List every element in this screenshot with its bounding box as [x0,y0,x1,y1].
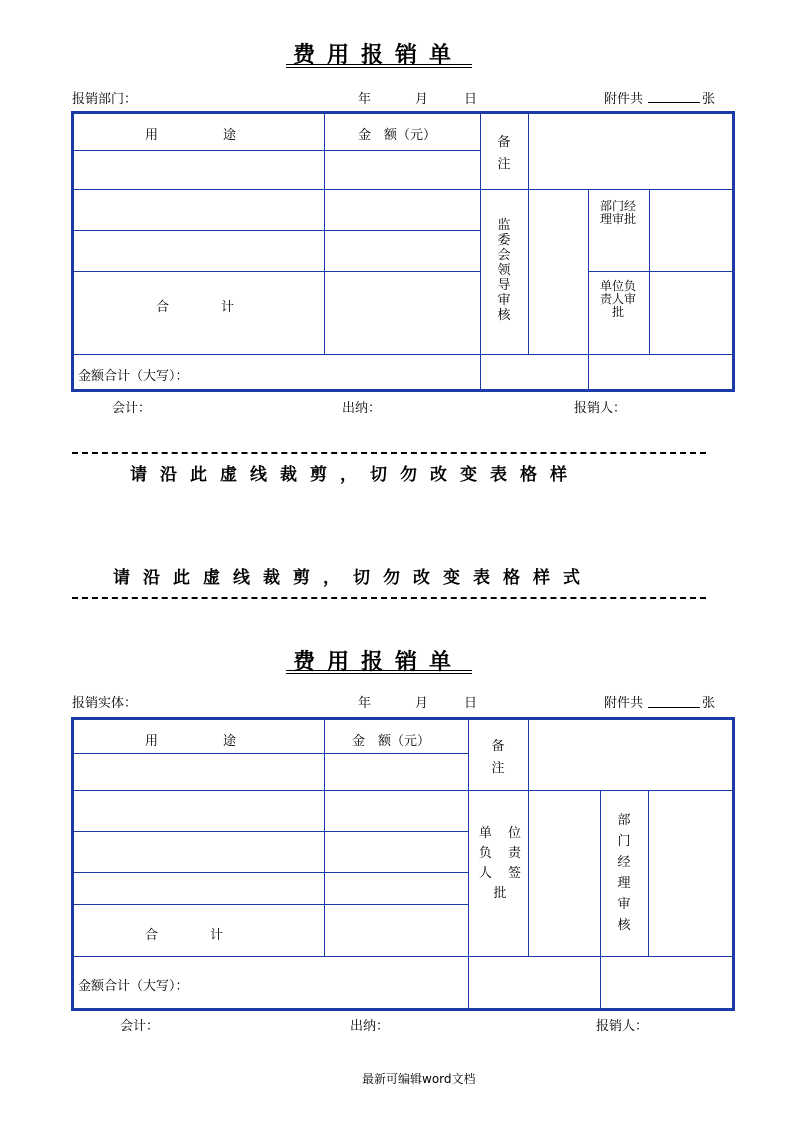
title-underline [286,67,472,68]
grid-line [74,872,468,873]
dept-manager-review-label: 部门经理审核 [617,813,631,933]
date-day: 日 [464,696,478,711]
grid-line [74,271,480,272]
amount-in-words-label: 金额合计（大写）： [78,979,189,994]
cut-dashed-line [72,452,706,454]
grid-line [74,956,732,957]
grid-line [74,831,468,832]
grid-line [649,189,650,354]
grid-line [528,114,529,190]
claimant-label: 报销人： [596,1019,649,1034]
grid-line [528,720,529,956]
grid-line [480,114,481,389]
total-label: 合 计 [145,928,224,943]
form1-table [71,111,735,392]
grid-line [74,189,732,190]
grid-line [324,114,325,354]
attach-count-field[interactable] [648,707,700,708]
grid-line [588,189,589,389]
cashier-label: 出纳： [342,401,382,416]
cut-dashed-line [72,597,706,599]
grid-line [74,150,480,151]
col-amount: 金 额（元） [352,734,431,749]
unit-head-approval-label: 单位负责人审批 [599,279,636,319]
cut-instruction: 请沿此虚线裁剪，切勿改变表格样式 [113,568,593,588]
date-day: 日 [464,92,478,107]
grid-line [74,230,480,231]
form2-table [71,717,735,1011]
grid-line [588,271,732,272]
title-underline [286,670,472,671]
cut-instruction: 请沿此虚线裁剪，切勿改变表格样 [130,465,580,485]
grid-line [600,790,601,1008]
form1-title: 费用报销单 [292,42,463,68]
grid-line [74,790,732,791]
grid-line [324,720,325,956]
remark-label: 备注 [491,739,505,776]
title-underline [286,673,472,674]
col-purpose: 用 途 [145,128,237,143]
grid-line [74,354,732,355]
date-year: 年 [358,696,372,711]
attach-prefix: 附件共 [604,696,644,711]
grid-line [74,753,468,754]
dept-manager-approval-label: 部门经理审批 [599,199,636,226]
dept-label: 报销部门： [72,92,138,107]
grid-line [648,790,649,956]
footer-note: 最新可编辑word文档 [362,1072,476,1086]
grid-line [468,720,469,1008]
remark-label: 备注 [497,135,511,172]
grid-line [74,904,468,905]
col-amount: 金 额（元） [358,128,437,143]
supervisor-review-label: 监委会领导审核 [497,218,511,323]
accountant-label: 会计： [112,401,152,416]
entity-label: 报销实体： [72,696,138,711]
date-month: 月 [415,696,429,711]
unit-head-sign-label: 单 位 负 责 人 签 批 [478,826,522,901]
amount-in-words-label: 金额合计（大写）： [78,369,189,384]
col-purpose: 用 途 [145,734,237,749]
title-underline [286,64,472,65]
date-year: 年 [358,92,372,107]
accountant-label: 会计： [120,1019,160,1034]
cashier-label: 出纳： [350,1019,390,1034]
attach-suffix: 张 [702,92,716,107]
claimant-label: 报销人： [574,401,627,416]
attach-suffix: 张 [702,696,716,711]
date-month: 月 [415,92,429,107]
grid-line [528,189,529,354]
attach-count-field[interactable] [648,102,700,103]
total-label: 合 计 [156,300,235,315]
attach-prefix: 附件共 [604,92,644,107]
form2-title: 费用报销单 [292,649,463,675]
